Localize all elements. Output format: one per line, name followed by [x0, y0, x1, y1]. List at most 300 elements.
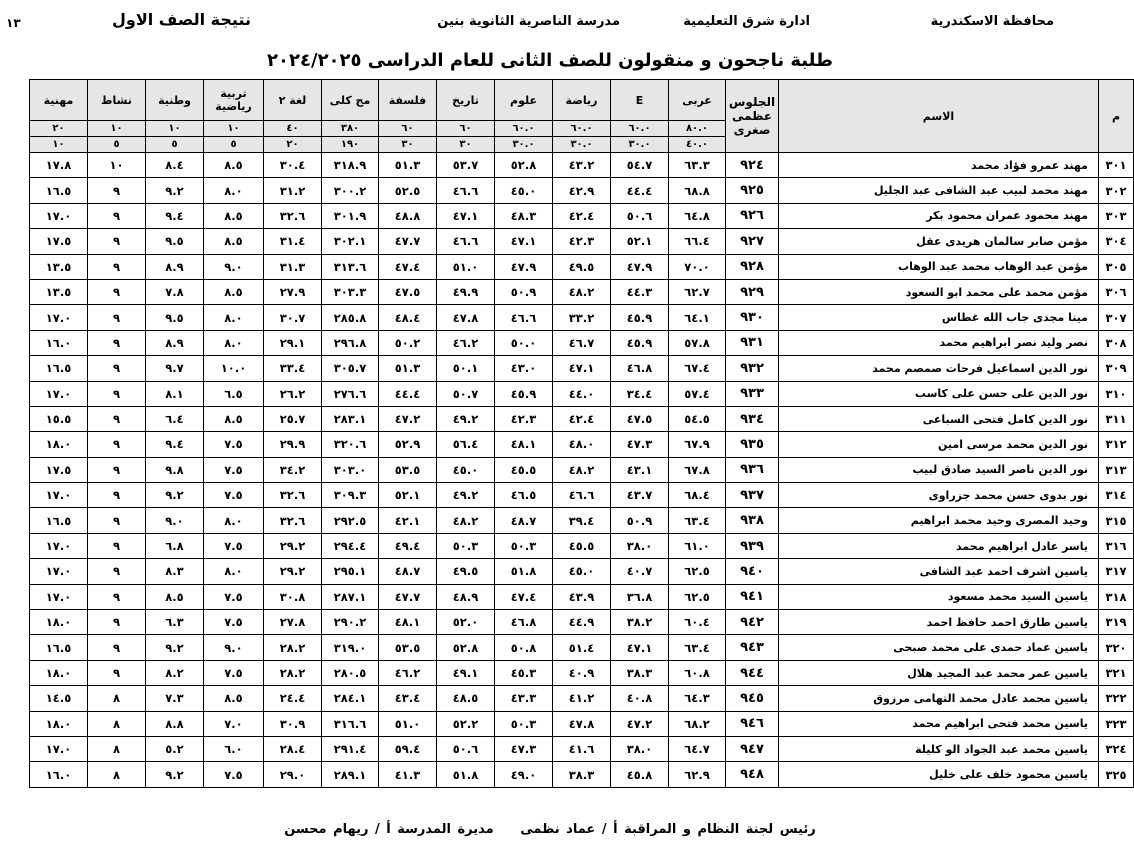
- score-cell: ٤٨.٣: [495, 203, 553, 228]
- score-cell: ٥٠.٨: [495, 635, 553, 660]
- seat-number: ٩٤٨: [726, 762, 779, 787]
- table-row: [30, 533, 1134, 558]
- student-name: نصر وليد نصر ابراهيم محمد: [779, 330, 1099, 355]
- score-cell: ٢٨٩.١: [322, 762, 379, 787]
- score-cell: ٨.٥: [204, 203, 264, 228]
- student-name: مهند محمد لبيب عبد الشافى عبد الجليل: [779, 178, 1099, 203]
- score-cell: ٤٤.٤: [379, 381, 437, 406]
- seat-number: ٩٤٣: [726, 635, 779, 660]
- score-cell: ١٧.٠: [30, 483, 88, 508]
- score-cell: ٢٩٤.٤: [322, 533, 379, 558]
- score-cell: ٦٨.٨: [669, 178, 726, 203]
- table-row: [30, 203, 1134, 228]
- seat-number: ٩٤٧: [726, 736, 779, 761]
- row-number: ٣١٣: [1099, 457, 1134, 482]
- table-row: [30, 584, 1134, 609]
- score-cell: ٥.٢: [146, 736, 204, 761]
- score-cell: ٦٨.٢: [669, 711, 726, 736]
- row-number: ٣٠٣: [1099, 203, 1134, 228]
- score-cell: ١٤.٥: [30, 686, 88, 711]
- score-cell: ٩: [88, 483, 146, 508]
- header-max-score: ٦٠: [379, 121, 437, 137]
- score-cell: ١٦.٥: [30, 178, 88, 203]
- score-cell: ٨.٩: [146, 254, 204, 279]
- score-cell: ٤٧.٥: [379, 279, 437, 304]
- score-cell: ٤٥.٣: [495, 660, 553, 685]
- seat-number: ٩٢٥: [726, 178, 779, 203]
- score-cell: ٨.٠: [204, 508, 264, 533]
- score-cell: ٤٧.١: [437, 203, 495, 228]
- score-cell: ٩.٤: [146, 432, 204, 457]
- score-cell: ١٧.٠: [30, 203, 88, 228]
- score-cell: ٦٠.٨: [669, 660, 726, 685]
- score-cell: ٢٨٣.١: [322, 406, 379, 431]
- score-cell: ٥٢.٩: [379, 432, 437, 457]
- header-min-score: ٤٠.٠: [669, 137, 726, 153]
- score-cell: ٩: [88, 279, 146, 304]
- header-max-score: ٢٠: [30, 121, 88, 137]
- score-cell: ٤٧.٤: [379, 254, 437, 279]
- header-subject: لغة ٢: [264, 80, 322, 121]
- score-cell: ٣٤.٤: [611, 381, 669, 406]
- score-cell: ٣١.٢: [264, 178, 322, 203]
- table-row: [30, 610, 1134, 635]
- score-cell: ٦٧.٩: [669, 432, 726, 457]
- score-cell: ٥٠.٦: [611, 203, 669, 228]
- score-cell: ٤٦.٢: [437, 330, 495, 355]
- row-number: ٣٠٨: [1099, 330, 1134, 355]
- score-cell: ٣٠.٨: [264, 584, 322, 609]
- score-cell: ٥٠.٢: [379, 330, 437, 355]
- score-cell: ٤٧.٧: [379, 229, 437, 254]
- score-cell: ٤٣.٠: [495, 356, 553, 381]
- score-cell: ١٠: [88, 153, 146, 178]
- header-max-score: ١٠: [146, 121, 204, 137]
- score-cell: ٤٢.٤: [553, 203, 611, 228]
- score-cell: ٥٠.٣: [437, 533, 495, 558]
- score-cell: ٥٩.٤: [379, 736, 437, 761]
- score-cell: ٣٠٢.١: [322, 229, 379, 254]
- score-cell: ٩: [88, 203, 146, 228]
- score-cell: ٤٧.٣: [495, 736, 553, 761]
- score-cell: ٤٨.٧: [495, 508, 553, 533]
- score-cell: ٤٩.٢: [437, 483, 495, 508]
- score-cell: ٤٨.١: [379, 610, 437, 635]
- score-cell: ٩: [88, 178, 146, 203]
- table-row: [30, 305, 1134, 330]
- score-cell: ٩: [88, 533, 146, 558]
- seat-number: ٩٣٥: [726, 432, 779, 457]
- table-row: [30, 254, 1134, 279]
- row-number: ٣٠٥: [1099, 254, 1134, 279]
- score-cell: ٨.٤: [146, 153, 204, 178]
- student-name: مؤمن عبد الوهاب محمد عبد الوهاب: [779, 254, 1099, 279]
- score-cell: ٤٥.٥: [553, 533, 611, 558]
- score-cell: ٤٤.٠: [553, 381, 611, 406]
- header-number: م: [1099, 80, 1134, 153]
- score-cell: ٨: [88, 686, 146, 711]
- score-cell: ٦١.٠: [669, 533, 726, 558]
- score-cell: ٦٠.٤: [669, 610, 726, 635]
- score-cell: ٩.٢: [146, 635, 204, 660]
- score-cell: ٢٩٥.١: [322, 559, 379, 584]
- score-cell: ٤٩.٩: [437, 279, 495, 304]
- score-cell: ٩: [88, 330, 146, 355]
- score-cell: ٥١.٣: [379, 153, 437, 178]
- student-name: مؤمن محمد على محمد ابو السعود: [779, 279, 1099, 304]
- score-cell: ٨.٥: [204, 153, 264, 178]
- score-cell: ١٧.٠: [30, 559, 88, 584]
- seat-number: ٩٢٤: [726, 153, 779, 178]
- score-cell: ٢٤.٤: [264, 686, 322, 711]
- score-cell: ٢٩٢.٥: [322, 508, 379, 533]
- score-cell: ٤٨.٢: [553, 279, 611, 304]
- score-cell: ٥٠.٣: [495, 533, 553, 558]
- score-cell: ٦٨.٤: [669, 483, 726, 508]
- score-cell: ٧.٥: [204, 610, 264, 635]
- header-max-score: ٣٨٠: [322, 121, 379, 137]
- score-cell: ٤٩.٥: [553, 254, 611, 279]
- score-cell: ٤٦.٥: [495, 483, 553, 508]
- score-cell: ٩.٢: [146, 483, 204, 508]
- score-cell: ٦٣.٣: [669, 153, 726, 178]
- header-max-label: عظمى: [731, 109, 773, 123]
- header-seat-label: الجلوس: [728, 95, 776, 109]
- score-cell: ٢٩١.٤: [322, 736, 379, 761]
- student-name: نور الدين ناصر السيد صادق لبيب: [779, 457, 1099, 482]
- score-cell: ٣٠٥.٧: [322, 356, 379, 381]
- table-row: [30, 508, 1134, 533]
- seat-number: ٩٣٢: [726, 356, 779, 381]
- header-min-score: ٥: [88, 137, 146, 153]
- score-cell: ٨.٠: [204, 330, 264, 355]
- score-cell: ٩: [88, 660, 146, 685]
- student-name: ياسين محمد عبد الجواد الو كليلة: [779, 736, 1099, 761]
- score-cell: ٢٨.٢: [264, 635, 322, 660]
- score-cell: ٥٠.٠: [495, 330, 553, 355]
- score-cell: ٧.٥: [204, 457, 264, 482]
- header-max-score: ٦٠: [437, 121, 495, 137]
- seat-number: ٩٢٨: [726, 254, 779, 279]
- header-subject: تاريخ: [437, 80, 495, 121]
- score-cell: ٤٧.٥: [611, 406, 669, 431]
- score-cell: ٥٠.٦: [437, 736, 495, 761]
- score-cell: ٦٤.٧: [669, 736, 726, 761]
- score-cell: ٣٦.٨: [611, 584, 669, 609]
- table-row: [30, 381, 1134, 406]
- score-cell: ٦٤.٣: [669, 686, 726, 711]
- table-row: [30, 330, 1134, 355]
- row-number: ٣٠٢: [1099, 178, 1134, 203]
- score-cell: ٤٣.٧: [611, 483, 669, 508]
- score-cell: ٦٢.٧: [669, 279, 726, 304]
- score-cell: ٤٥.٥: [495, 457, 553, 482]
- score-cell: ٩: [88, 254, 146, 279]
- score-cell: ٤٥.٠: [495, 178, 553, 203]
- header-subject: رياضة: [553, 80, 611, 121]
- student-name: نور الدين على حسن على كاسب: [779, 381, 1099, 406]
- seat-number: ٩٣٣: [726, 381, 779, 406]
- score-cell: ٥١.٤: [553, 635, 611, 660]
- score-cell: ٩: [88, 457, 146, 482]
- row-number: ٣١٦: [1099, 533, 1134, 558]
- score-cell: ٥١.٨: [437, 762, 495, 787]
- score-cell: ٦٣.٤: [669, 508, 726, 533]
- score-cell: ٤٦.٦: [437, 229, 495, 254]
- score-cell: ٦٧.٨: [669, 457, 726, 482]
- row-number: ٣٢٢: [1099, 686, 1134, 711]
- score-cell: ٥١.٠: [437, 254, 495, 279]
- score-cell: ٥٠.١: [437, 356, 495, 381]
- score-cell: ٤٨.٠: [553, 432, 611, 457]
- header-subject: علوم: [495, 80, 553, 121]
- header-max-score: ١٠: [204, 121, 264, 137]
- header-max-score: ٦٠.٠: [495, 121, 553, 137]
- score-cell: ٣٠٣.٠: [322, 457, 379, 482]
- score-cell: ٤٦.٨: [611, 356, 669, 381]
- score-cell: ٨.١: [146, 381, 204, 406]
- table-row: [30, 406, 1134, 431]
- score-cell: ٩: [88, 584, 146, 609]
- header-min-score: ١٠: [30, 137, 88, 153]
- score-cell: ٤٥.٠: [553, 559, 611, 584]
- score-cell: ٦.٥: [204, 381, 264, 406]
- score-cell: ٩: [88, 356, 146, 381]
- score-cell: ٤٨.٨: [379, 203, 437, 228]
- score-cell: ٥٢.٥: [379, 178, 437, 203]
- score-cell: ٥٢.٨: [437, 635, 495, 660]
- score-cell: ٣١٩.٠: [322, 635, 379, 660]
- score-cell: ٤٨.٧: [379, 559, 437, 584]
- score-cell: ١٧.٠: [30, 533, 88, 558]
- score-cell: ٤٤.٤: [611, 178, 669, 203]
- score-cell: ٨: [88, 711, 146, 736]
- student-name: مهند عمرو فؤاد محمد: [779, 153, 1099, 178]
- header-max-score: ٦٠.٠: [553, 121, 611, 137]
- score-cell: ٢٥.٧: [264, 406, 322, 431]
- score-cell: ٤٨.٢: [437, 508, 495, 533]
- seat-number: ٩٤٠: [726, 559, 779, 584]
- student-name: نور الدين كامل فتحى السباعى: [779, 406, 1099, 431]
- score-cell: ٤١.٦: [553, 736, 611, 761]
- score-cell: ٦٣.٤: [669, 635, 726, 660]
- score-cell: ٤٩.٢: [437, 406, 495, 431]
- score-cell: ٢٨٤.١: [322, 686, 379, 711]
- score-cell: ٤٧.٨: [553, 711, 611, 736]
- score-cell: ٢٨٠.٥: [322, 660, 379, 685]
- score-cell: ٥٣.٥: [379, 635, 437, 660]
- score-cell: ٨.٩: [146, 330, 204, 355]
- score-cell: ٤٣.٤: [379, 686, 437, 711]
- score-cell: ٥٦.٤: [437, 432, 495, 457]
- score-cell: ٩.٤: [146, 203, 204, 228]
- table-row: [30, 635, 1134, 660]
- student-name: ياسين السيد محمد مسعود: [779, 584, 1099, 609]
- header-subject: عربى: [669, 80, 726, 121]
- header-max-score: ٨٠.٠: [669, 121, 726, 137]
- score-cell: ٥١.٨: [495, 559, 553, 584]
- score-cell: ٥٠.٩: [611, 508, 669, 533]
- score-cell: ٨.٠: [204, 178, 264, 203]
- page-number: ١٣: [6, 16, 21, 30]
- score-cell: ٤٧.١: [553, 356, 611, 381]
- score-cell: ٤٨.١: [495, 432, 553, 457]
- score-cell: ٢٨٧.١: [322, 584, 379, 609]
- score-cell: ٨.٢: [146, 660, 204, 685]
- score-cell: ١٧.٨: [30, 153, 88, 178]
- seat-number: ٩٤٢: [726, 610, 779, 635]
- seat-number: ٩٢٦: [726, 203, 779, 228]
- score-cell: ٤٧.٧: [379, 584, 437, 609]
- header-max-score: ١٠: [88, 121, 146, 137]
- score-cell: ٣٨.٠: [611, 533, 669, 558]
- student-name: ياسين محمد فتحى ابراهيم محمد: [779, 711, 1099, 736]
- score-cell: ٤٦.٦: [495, 305, 553, 330]
- score-cell: ٩.٠: [204, 254, 264, 279]
- score-cell: ٩: [88, 610, 146, 635]
- header-subject: نشاط: [88, 80, 146, 121]
- row-number: ٣١٥: [1099, 508, 1134, 533]
- student-name: نور الدين محمد مرسى امين: [779, 432, 1099, 457]
- row-number: ٣٠٩: [1099, 356, 1134, 381]
- score-cell: ٩: [88, 406, 146, 431]
- score-cell: ٢٦.٢: [264, 381, 322, 406]
- score-cell: ٩.٧: [146, 356, 204, 381]
- score-cell: ٢٧.٩: [264, 279, 322, 304]
- table-row: [30, 711, 1134, 736]
- seat-number: ٩٣٩: [726, 533, 779, 558]
- score-cell: ١٠.٠: [204, 356, 264, 381]
- score-cell: ٦٢.٩: [669, 762, 726, 787]
- score-cell: ٣٠.٩: [264, 711, 322, 736]
- table-row: [30, 153, 1134, 178]
- row-number: ٣٠٦: [1099, 279, 1134, 304]
- score-cell: ٣٠.٤: [264, 153, 322, 178]
- score-cell: ٥٤.٥: [669, 406, 726, 431]
- seat-number: ٩٣٠: [726, 305, 779, 330]
- score-cell: ١٧.٠: [30, 584, 88, 609]
- table-row: [30, 660, 1134, 685]
- page-title: طلبة ناجحون و منقولون للصف الثانى للعام الدراسى ٢٠٢٤/٢٠٢٥: [267, 50, 833, 71]
- score-cell: ٣٣.٢: [553, 305, 611, 330]
- score-cell: ٤٣.٢: [553, 153, 611, 178]
- table-row: [30, 736, 1134, 761]
- score-cell: ٩: [88, 305, 146, 330]
- score-cell: ٤٢.١: [379, 508, 437, 533]
- score-cell: ١٨.٠: [30, 610, 88, 635]
- score-cell: ٣٨.٢: [611, 610, 669, 635]
- score-cell: ١٧.٠: [30, 736, 88, 761]
- student-name: مؤمن صابر سالمان هريدى عقل: [779, 229, 1099, 254]
- score-cell: ٣٢.٦: [264, 203, 322, 228]
- header-name: الاسم: [779, 80, 1099, 153]
- score-cell: ١٧.٥: [30, 229, 88, 254]
- score-cell: ٢٩.١: [264, 330, 322, 355]
- score-cell: ٩.٥: [146, 305, 204, 330]
- row-number: ٣٠٧: [1099, 305, 1134, 330]
- student-name: ياسين عماد حمدى على محمد صبحى: [779, 635, 1099, 660]
- student-name: ياسر عادل ابراهيم محمد: [779, 533, 1099, 558]
- score-cell: ٤٧.٩: [611, 254, 669, 279]
- score-cell: ٤٧.٩: [495, 254, 553, 279]
- header-subject: فلسفة: [379, 80, 437, 121]
- score-cell: ٢٨٥.٨: [322, 305, 379, 330]
- header-subject: E: [611, 80, 669, 121]
- score-cell: ٣٠٣.٣: [322, 279, 379, 304]
- score-cell: ٥٧.٨: [669, 330, 726, 355]
- score-cell: ٤٧.٤: [495, 584, 553, 609]
- row-number: ٣٢٤: [1099, 736, 1134, 761]
- score-cell: ٣٨.٠: [611, 736, 669, 761]
- score-cell: ٥٣.٥: [379, 457, 437, 482]
- score-cell: ٣٤.٢: [264, 457, 322, 482]
- row-number: ٣١٨: [1099, 584, 1134, 609]
- score-cell: ٤٩.١: [437, 660, 495, 685]
- score-cell: ٩.٨: [146, 457, 204, 482]
- score-cell: ٩: [88, 508, 146, 533]
- seat-number: ٩٣٦: [726, 457, 779, 482]
- score-cell: ٤٢.٣: [553, 229, 611, 254]
- score-cell: ٤٥.٩: [495, 381, 553, 406]
- score-cell: ٥٠.٣: [495, 711, 553, 736]
- header-min-score: ٣٠.٠: [553, 137, 611, 153]
- score-cell: ٣٩.٤: [553, 508, 611, 533]
- row-number: ٣٢٣: [1099, 711, 1134, 736]
- header-min-score: ٣٠.٠: [611, 137, 669, 153]
- score-cell: ١٨.٠: [30, 432, 88, 457]
- seat-number: ٩٤٦: [726, 711, 779, 736]
- table-row: [30, 457, 1134, 482]
- score-cell: ٣١٦.٦: [322, 711, 379, 736]
- header-subject: مهنية: [30, 80, 88, 121]
- score-cell: ٥٢.٢: [437, 711, 495, 736]
- score-cell: ٤٧.٢: [611, 711, 669, 736]
- header-min-score: ٣٠: [379, 137, 437, 153]
- header-min-score: ٣٠: [437, 137, 495, 153]
- score-cell: ١٦.٥: [30, 635, 88, 660]
- score-cell: ١٧.٥: [30, 457, 88, 482]
- row-number: ٣١٧: [1099, 559, 1134, 584]
- score-cell: ٢٧.٨: [264, 610, 322, 635]
- score-cell: ٧.٠: [204, 711, 264, 736]
- table-row: [30, 178, 1134, 203]
- seat-number: ٩٤٥: [726, 686, 779, 711]
- score-cell: ٦٢.٥: [669, 584, 726, 609]
- header-min-score: ٥: [146, 137, 204, 153]
- header-subject: مج كلى: [322, 80, 379, 121]
- score-cell: ٤٦.٦: [437, 178, 495, 203]
- seat-number: ٩٣١: [726, 330, 779, 355]
- score-cell: ٥٢.٠: [437, 610, 495, 635]
- score-cell: ٦٤.١: [669, 305, 726, 330]
- score-cell: ٤٩.٠: [495, 762, 553, 787]
- score-cell: ٤٥.٩: [611, 330, 669, 355]
- score-cell: ٢٩.٢: [264, 533, 322, 558]
- score-cell: ٩: [88, 635, 146, 660]
- results-table: [29, 79, 1134, 788]
- score-cell: ٥١.٠: [379, 711, 437, 736]
- score-cell: ٤٧.١: [611, 635, 669, 660]
- table-body: [30, 153, 1134, 788]
- score-cell: ٨.٣: [146, 559, 204, 584]
- score-cell: ٣٨.٣: [553, 762, 611, 787]
- score-cell: ٤٦.٨: [495, 610, 553, 635]
- header-max-score: ٤٠: [264, 121, 322, 137]
- score-cell: ٨.٥: [204, 279, 264, 304]
- table-row: [30, 686, 1134, 711]
- student-name: وحيد المصرى وحيد محمد ابراهيم: [779, 508, 1099, 533]
- score-cell: ٨.٥: [204, 229, 264, 254]
